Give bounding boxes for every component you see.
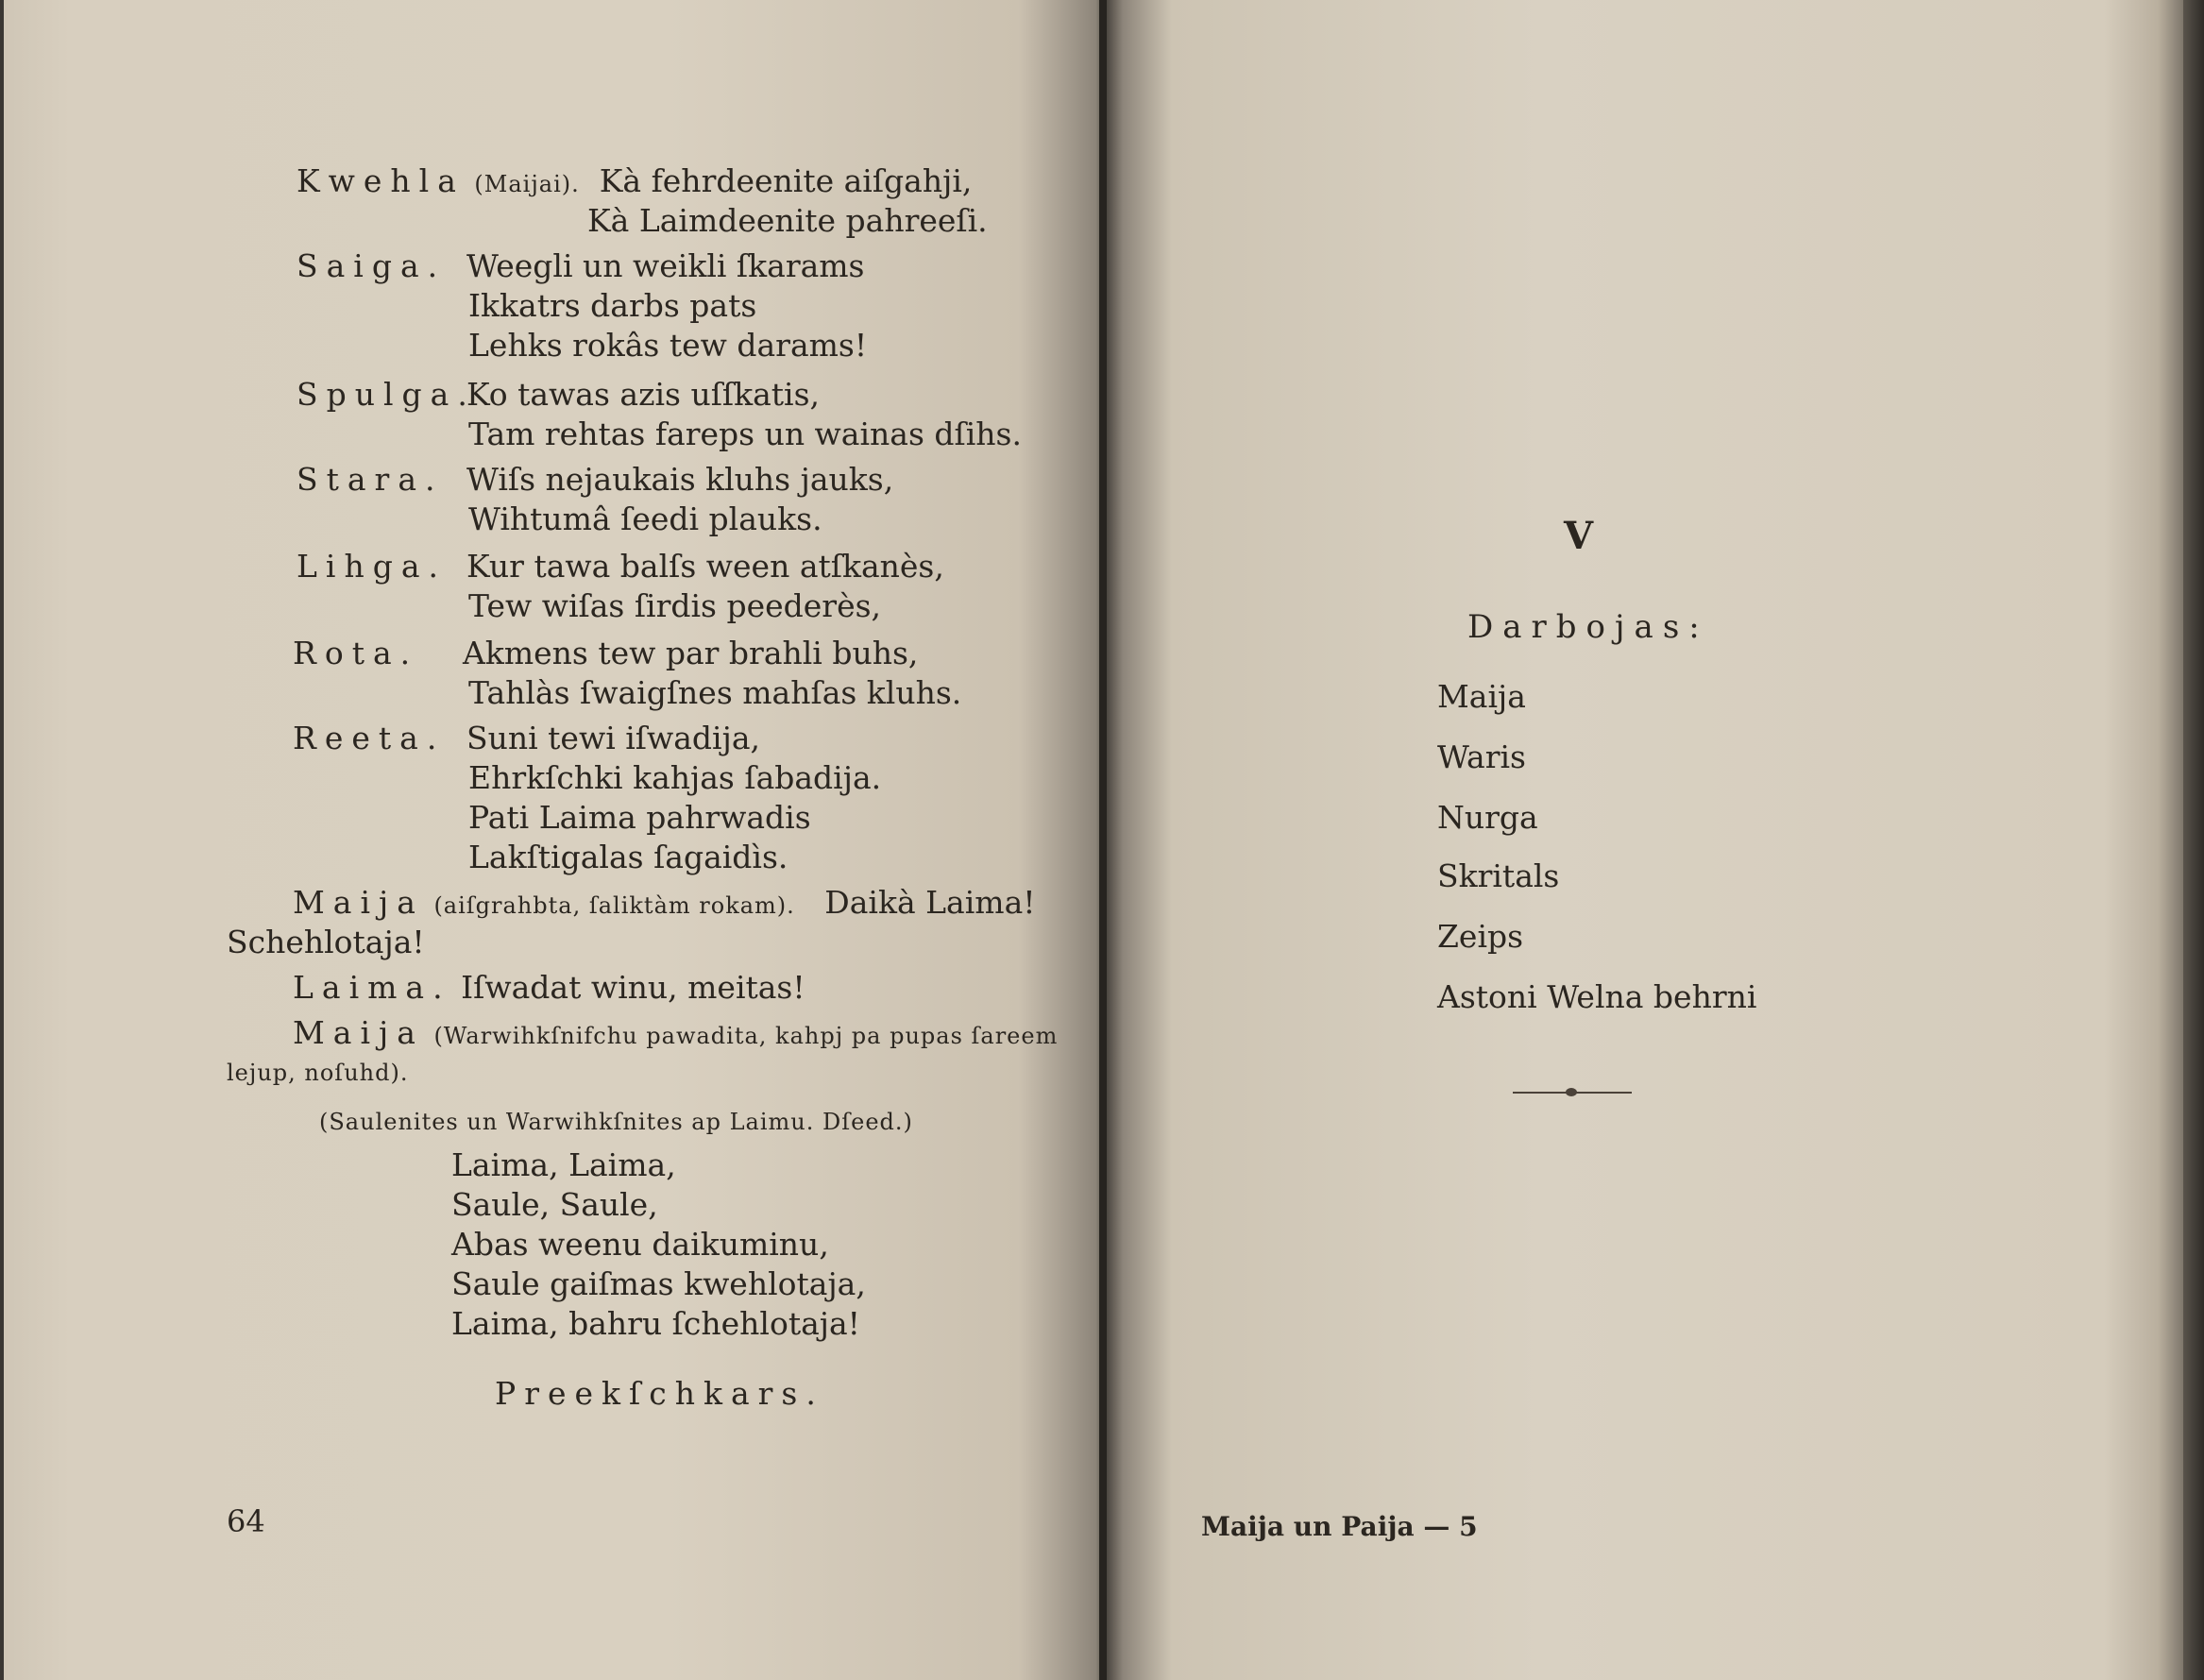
footer-signature: Maija un Paija — 5 <box>1201 1511 1478 1542</box>
stage-direction: (Maijai). <box>474 171 580 197</box>
page-number: 64 <box>227 1503 265 1539</box>
speaker-name: Lihga. <box>297 548 448 585</box>
cast-member: Zeips <box>1437 918 1524 955</box>
verse-line: Saule, Saule, <box>451 1186 658 1223</box>
verse-line <box>297 247 865 285</box>
speaker-name: Spulga. <box>297 376 476 413</box>
page-edge <box>2183 0 2204 1680</box>
verse-line: Tam rehtas fareps un wainas dſihs. <box>468 416 1022 452</box>
verse-line: Kà Laimdeenite pahreeſi. <box>587 202 988 239</box>
verse-line <box>297 548 944 585</box>
verse-line <box>293 720 760 757</box>
verse-line: Tahlàs ſwaigſnes mahſas kluhs. <box>468 674 962 711</box>
verse-text: Wiſs nejaukais kluhs jauks, <box>466 461 894 498</box>
verse-text: Akmens tew par brahli buhs, <box>463 635 919 671</box>
verse-line: Abas weenu daikuminu, <box>451 1226 829 1263</box>
speaker-name: Maija <box>293 1014 424 1051</box>
cast-member: Skritals <box>1437 857 1560 894</box>
cast-member: Waris <box>1437 738 1526 775</box>
cast-member: Astoni Welna behrni <box>1437 978 1757 1015</box>
verse-text: Suni tewi iſwadija, <box>466 720 761 756</box>
verse-text: Iſwadat winu, meitas! <box>461 969 805 1006</box>
verse-line: Pati Laima pahrwadis <box>468 799 811 836</box>
verse-text: Ko tawas azis uſſkatis, <box>466 376 821 413</box>
verse-line: Lakſtigalas ſagaidìs. <box>468 839 788 875</box>
cast-member: Nurga <box>1437 799 1538 836</box>
verse-line <box>297 376 820 414</box>
verse-text: Kà fehrdeenite aiſgahji, <box>599 162 973 199</box>
verse-text: Kur tawa balſs ween atſkanès, <box>466 548 944 585</box>
speaker-name: Saiga. <box>297 247 447 284</box>
cast-heading: Darbojas: <box>1467 608 1709 646</box>
speaker-name: Stara. <box>297 461 444 498</box>
verse-line: Saule gaiſmas kwehlotaja, <box>451 1265 866 1302</box>
speaker-name: Laima. <box>293 969 451 1006</box>
act-number: V <box>1564 514 1594 558</box>
verse-line: Ikkatrs darbs pats <box>468 287 757 324</box>
cast-member: Maija <box>1437 678 1526 715</box>
verse-line: Schehlotaja! <box>227 924 425 960</box>
stage-direction: (aiſgrahbta, ſaliktàm rokam). <box>433 892 795 919</box>
verse-line: Tew wiſas ſirdis peederès, <box>468 587 882 624</box>
verse-text: Daikà Laima! <box>824 884 1036 921</box>
speaker-name: Reeta. <box>293 720 446 756</box>
verse-line <box>293 884 1036 925</box>
verse-text: Weegli un weikli ſkarams <box>466 247 865 284</box>
verse-line <box>293 1014 1058 1055</box>
speaker-name: Kwehla <box>297 162 465 199</box>
stage-direction: (Saulenites un Warwihkſnites ap Laimu. Dſeed.) <box>319 1109 913 1135</box>
stage-direction: (Warwihkſnifchu pawadita, kahpj pa pupas ſareem <box>433 1023 1059 1049</box>
curtain-line: Preekſchkars. <box>495 1375 824 1412</box>
verse-line: Laima, Laima, <box>451 1146 676 1183</box>
verse-line: Laima, bahru ſchehlotaja! <box>451 1305 860 1342</box>
book-gutter <box>1099 0 1107 1680</box>
divider-ornament <box>1566 1088 1577 1096</box>
verse-line <box>293 635 918 672</box>
verse-line: Wihtumâ ſeedi plauks. <box>468 501 822 537</box>
left-page <box>4 0 1107 1680</box>
stage-direction: lejup, noſuhd). <box>227 1060 409 1086</box>
verse-line <box>297 162 972 203</box>
speaker-name: Rota. <box>293 635 419 671</box>
verse-line: Lehks rokâs tew darams! <box>468 327 868 364</box>
right-page <box>1107 0 2191 1680</box>
verse-line <box>293 969 805 1007</box>
verse-line <box>297 461 893 499</box>
verse-line: Ehrkſchki kahjas ſabadija. <box>468 759 882 796</box>
speaker-name: Maija <box>293 884 424 921</box>
